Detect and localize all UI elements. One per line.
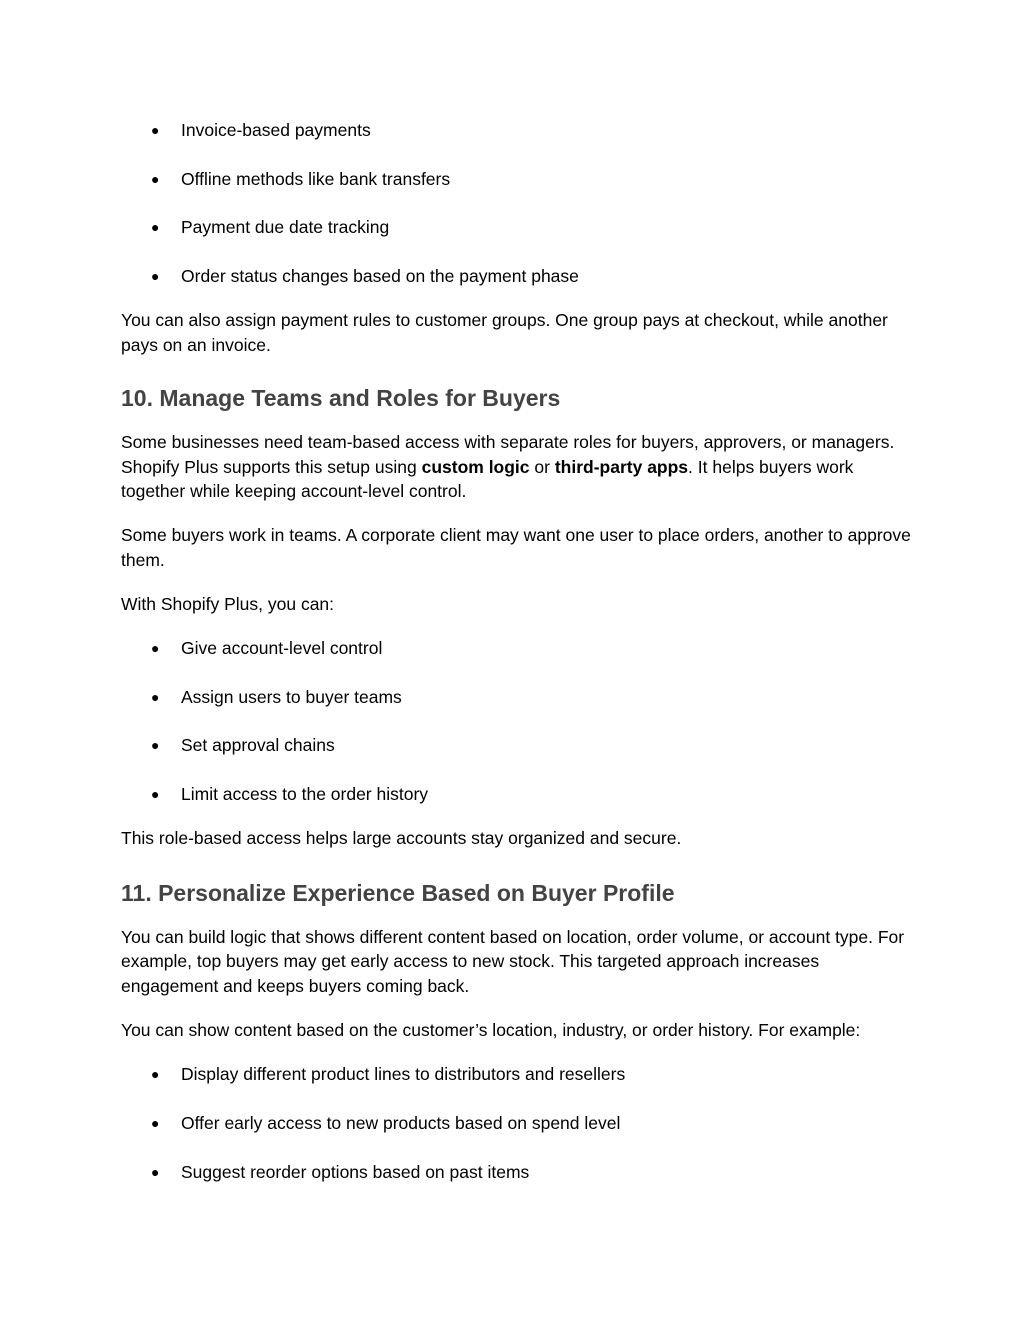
bullet-icon: ● <box>151 737 160 754</box>
bullet-icon: ● <box>151 1066 160 1083</box>
bullet-icon: ● <box>151 688 160 705</box>
section-11-intro-paragraph: You can build logic that shows different content based on location, order volume, or account type. For example, top buyers may get early access to new stock. This targeted approach increases engagement and keeps buyers coming back. <box>121 926 905 996</box>
list-item-text: Give account-level control <box>181 638 383 659</box>
list-item <box>121 1160 911 1184</box>
document-page <box>121 118 911 1184</box>
intro-text-1: Some businesses need team-based access with separate roles for buyers, approvers, or managers. Shopify Plus supports this setup using <box>121 432 895 477</box>
bullet-icon: ● <box>151 786 160 803</box>
list-item-text: Set approval chains <box>181 735 335 756</box>
list-item-text: Invoice-based payments <box>181 120 371 140</box>
bullet-icon: ● <box>151 268 160 285</box>
bullet-icon: ● <box>151 122 160 138</box>
section-10-lead-in: With Shopify Plus, you can: <box>121 593 335 614</box>
list-item <box>121 1062 911 1086</box>
list-item-text: Assign users to buyer teams <box>181 686 402 707</box>
list-item <box>121 782 911 806</box>
intro-text-2: or <box>529 456 555 477</box>
bullet-icon: ● <box>151 640 160 657</box>
section-11-example-paragraph: You can show content based on the customer’s location, industry, or order history. For example: <box>121 1019 861 1040</box>
list-item-text: Payment due date tracking <box>181 217 390 238</box>
team-capabilities-list <box>121 636 911 806</box>
list-item <box>121 167 911 191</box>
section-10-closing-paragraph: This role-based access helps large accounts stay organized and secure. <box>121 828 682 849</box>
list-item <box>121 733 911 757</box>
list-item <box>121 636 911 660</box>
section-10-heading: 10. Manage Teams and Roles for Buyers <box>121 385 561 412</box>
intro-text-3: . It helps buyers work together while keeping account-level control. <box>121 456 854 502</box>
bullet-icon: ● <box>151 219 160 236</box>
bullet-icon: ● <box>151 1163 160 1180</box>
list-item <box>121 685 911 709</box>
list-item <box>121 118 911 142</box>
list-item <box>121 1111 911 1135</box>
list-item-text: Suggest reorder options based on past items <box>181 1161 530 1182</box>
bullet-icon: ● <box>151 170 160 187</box>
payment-methods-list <box>121 118 911 288</box>
payment-rules-paragraph: You can also assign payment rules to customer groups. One group pays at checkout, while another pays on an invoice. <box>121 310 888 355</box>
list-item-text: Offline methods like bank transfers <box>181 168 451 189</box>
personalization-list <box>121 1062 911 1183</box>
list-item <box>121 264 911 288</box>
bullet-icon: ● <box>151 1114 160 1131</box>
list-item-text: Order status changes based on the payment phase <box>181 266 579 287</box>
list-item-text: Display different product lines to distributors and resellers <box>181 1064 626 1085</box>
intro-bold-custom-logic: custom logic <box>421 456 530 477</box>
intro-bold-third-party-apps: third-party apps <box>554 456 689 477</box>
list-item-text: Offer early access to new products based on spend level <box>181 1112 621 1133</box>
section-10-intro-paragraph <box>121 430 911 504</box>
list-item-text: Limit access to the order history <box>181 784 429 805</box>
section-11-heading: 11. Personalize Experience Based on Buyer Profile <box>121 879 675 906</box>
section-10-teams-paragraph: Some buyers work in teams. A corporate client may want one user to place orders, another to approve them. <box>121 525 911 570</box>
list-item <box>121 215 911 239</box>
